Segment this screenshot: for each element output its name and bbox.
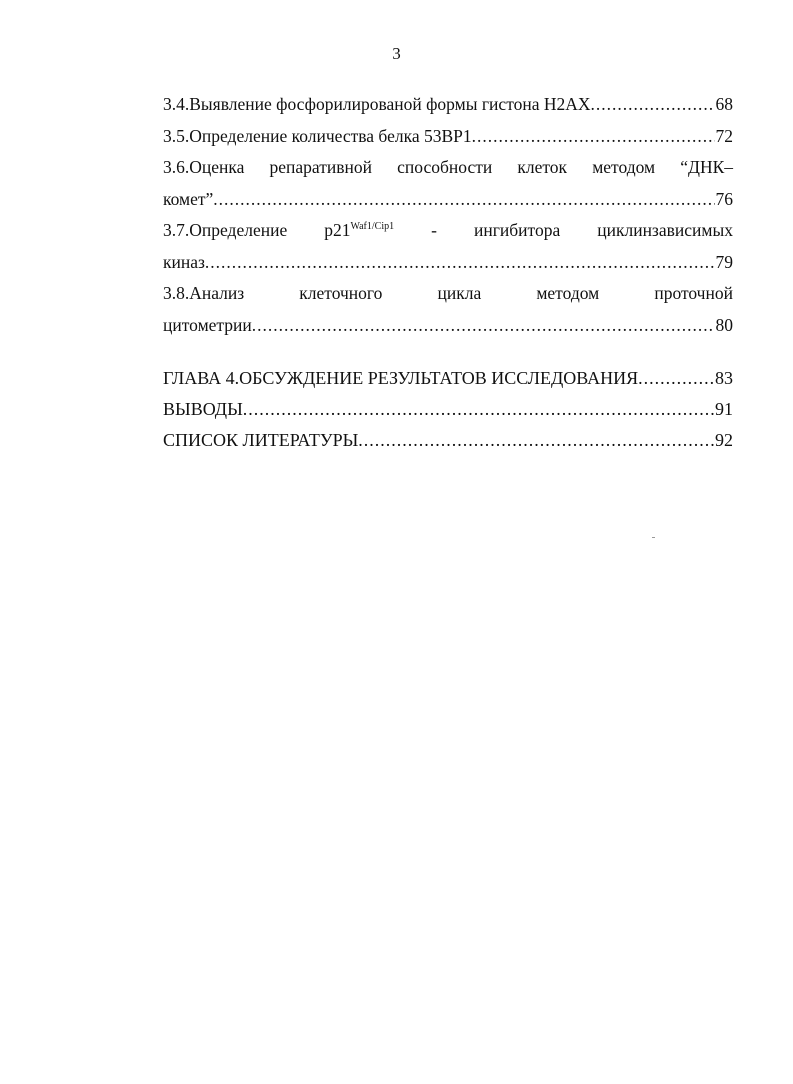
dot-leader [358, 425, 714, 456]
toc-word: проточной [654, 283, 733, 303]
toc-entry-title: киназ [163, 251, 205, 272]
toc-word: методом [536, 283, 600, 303]
toc-page-number: 68 [715, 94, 733, 114]
toc-entry-title: ГЛАВА 4.ОБСУЖДЕНИЕ РЕЗУЛЬТАТОВ ИССЛЕДОВАНИЯ [163, 368, 639, 388]
dot-leader [252, 310, 715, 342]
toc-entry-title: цитометрии [163, 314, 252, 335]
dot-leader [591, 89, 715, 121]
toc-entry-title: комет” [163, 188, 214, 209]
toc-entry-3-5 [163, 121, 733, 153]
scan-speck [652, 537, 655, 538]
toc-word: цикла [437, 283, 482, 303]
toc-word: клеток [517, 157, 568, 177]
toc-word: 3.7.Определение [163, 220, 288, 240]
toc-entry-3-8-continuation [163, 310, 733, 342]
toc-word: циклинзависимых [597, 220, 733, 240]
toc-page-number: 76 [715, 188, 733, 209]
toc-page-number: 72 [715, 125, 733, 146]
toc-entry-3-4 [163, 89, 733, 121]
table-of-contents [163, 89, 733, 456]
toc-word-protein [324, 215, 394, 247]
toc-word: клеточного [299, 283, 383, 303]
toc-entry-title: 3.5.Определение количества белка 53BP1 [163, 125, 472, 146]
toc-entry-3-8 [163, 278, 733, 310]
toc-entry-3-7-continuation [163, 247, 733, 279]
protein-name: p21 [324, 220, 351, 240]
toc-entry-3-6-continuation [163, 184, 733, 216]
toc-page-number: 83 [715, 368, 733, 388]
toc-entry-title: 3.4.Выявление фосфорилированой формы гистона Н2АХ [163, 94, 591, 114]
toc-word: методом [592, 157, 656, 177]
toc-conclusions [163, 394, 733, 425]
toc-page-number: 80 [715, 314, 733, 335]
dot-leader [243, 394, 714, 425]
page-number: 3 [392, 44, 401, 63]
toc-page-number: 79 [715, 251, 733, 272]
toc-word: репаративной [269, 157, 373, 177]
toc-references [163, 425, 733, 456]
dot-leader [472, 121, 715, 153]
toc-word: способности [397, 157, 493, 177]
toc-chapter-4 [163, 363, 733, 394]
toc-word: 3.8.Анализ [163, 283, 245, 303]
toc-word: ингибитора [473, 220, 561, 240]
dot-leader [638, 363, 714, 394]
toc-entry-title: ВЫВОДЫ [163, 399, 243, 419]
section-gap [163, 341, 733, 363]
toc-entry-3-6 [163, 152, 733, 184]
dot-leader [205, 247, 715, 279]
toc-word: “ДНК– [680, 157, 733, 177]
toc-page-number: 92 [715, 430, 733, 450]
protein-superscript: Waf1/Cip1 [350, 221, 395, 232]
toc-entry-3-7 [163, 215, 733, 247]
toc-word: - [431, 220, 437, 240]
toc-page-number: 91 [715, 399, 733, 419]
toc-entry-title: СПИСОК ЛИТЕРАТУРЫ [163, 430, 359, 450]
dot-leader [213, 184, 714, 216]
toc-word: 3.6.Оценка [163, 157, 245, 177]
